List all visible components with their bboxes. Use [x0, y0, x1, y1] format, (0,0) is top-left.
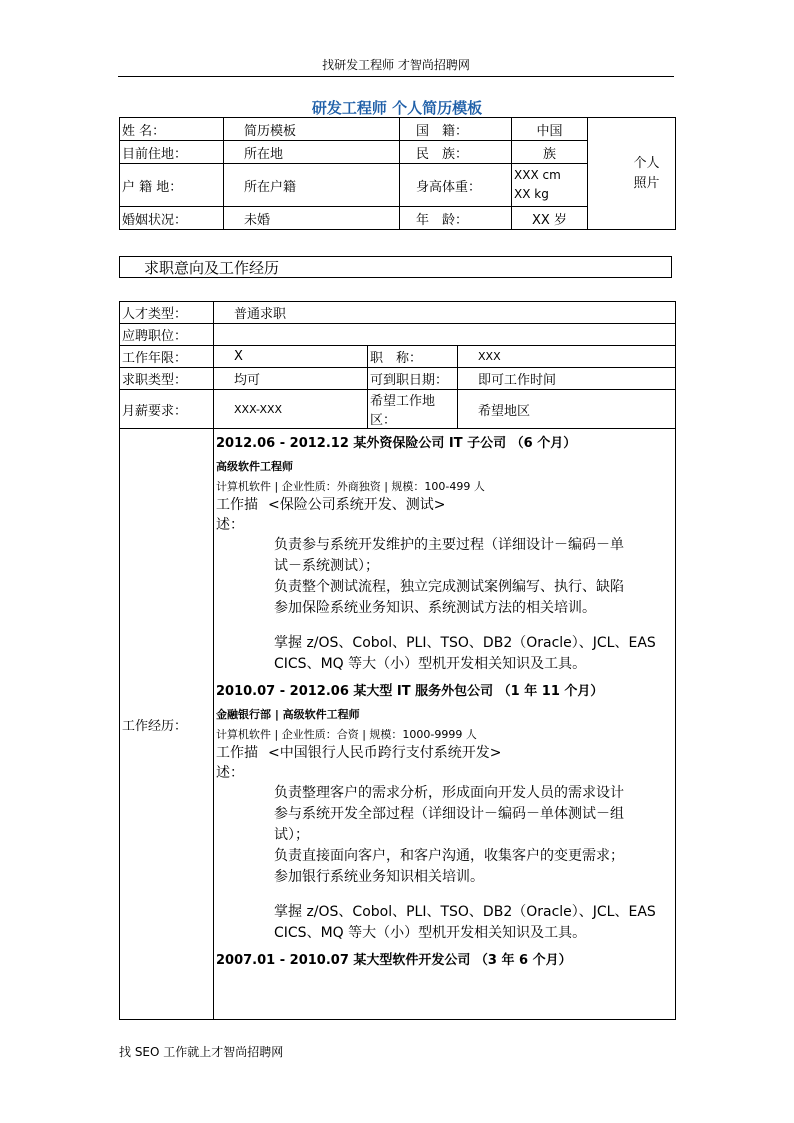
skill-line: 掌握 z/OS、Cobol、PLI、TSO、DB2（Oracle）、JCL、EAS [274, 904, 656, 920]
age-value: XX 岁 [512, 207, 588, 230]
duty-line: 负责参与系统开发维护的主要过程（详细设计－编码－单 [274, 537, 624, 553]
name-value: 简历模板 [224, 118, 400, 141]
age-label: 年 龄： [400, 207, 512, 230]
marital-value: 未婚 [224, 207, 400, 230]
hukou-value: 所在户籍 [224, 164, 400, 207]
duty-line: 试）； [274, 827, 309, 843]
name-label: 姓 名： [120, 118, 224, 141]
duty-line: 试－系统测试）； [274, 558, 379, 574]
skill-line: CICS、MQ 等大（小）型机开发相关知识及工具。 [274, 925, 587, 941]
height-weight-value [512, 164, 588, 207]
experience-entry [216, 435, 673, 675]
experience-content [216, 429, 673, 1019]
nationality-label: 国 籍： [400, 118, 512, 141]
years-label: 工作年限： [120, 346, 214, 368]
nationality-value: 中国 [512, 118, 588, 141]
job-description-title: 工作描 <中国银行人民币跨行支付系统开发> [216, 745, 502, 761]
height-value: XXX cm [514, 168, 561, 182]
experience-entry [216, 952, 673, 970]
weight-value: XX kg [514, 187, 549, 201]
experience-cell [214, 429, 676, 1020]
job-meta: 计算机软件 | 企业性质：外商独资 | 规模：100-499 人 [216, 480, 485, 493]
duty-line: 参与系统开发全部过程（详细设计－编码－单体测试－组 [274, 806, 624, 822]
job-period-company: 2007.01 - 2010.07 某大型软件开发公司 （3 年 6 个月） [216, 953, 572, 968]
ethnicity-label: 民 族： [400, 141, 512, 164]
years-value: X [214, 346, 368, 368]
residence-value: 所在地 [224, 141, 400, 164]
height-weight-label: 身高体重： [400, 164, 512, 207]
job-description-label-2: 述： [216, 517, 244, 533]
skill-line: CICS、MQ 等大（小）型机开发相关知识及工具。 [274, 656, 587, 672]
job-meta: 计算机软件 | 企业性质：合资 | 规模：1000-9999 人 [216, 728, 477, 741]
page-header: 找研发工程师 才智尚招聘网 [118, 56, 674, 77]
region-value: 希望地区 [458, 390, 676, 429]
job-period-company: 2012.06 - 2012.12 某外资保险公司 IT 子公司 （6 个月） [216, 436, 577, 451]
marital-label: 婚姻状况： [120, 207, 224, 230]
experience-entry [216, 683, 673, 944]
job-type-value: 均可 [214, 368, 368, 390]
talent-type-label: 人才类型： [120, 302, 214, 324]
photo-label-1: 个人 [633, 155, 660, 171]
section-heading: 求职意向及工作经历 [119, 256, 672, 278]
title-value: XXX [458, 346, 676, 368]
job-type-label: 求职类型： [120, 368, 214, 390]
position-label: 应聘职位： [120, 324, 214, 346]
page-title: 研发工程师 个人简历模板 [311, 99, 483, 117]
skill-line: 掌握 z/OS、Cobol、PLI、TSO、DB2（Oracle）、JCL、EAS [274, 635, 656, 651]
photo-label-2: 照片 [633, 175, 660, 191]
region-label: 希望工作地区： [368, 390, 458, 429]
available-value: 即可工作时间 [458, 368, 676, 390]
basic-info-table [119, 117, 676, 230]
available-label: 可到职日期： [368, 368, 458, 390]
salary-value: XXX-XXX [214, 390, 368, 429]
duty-line: 负责直接面向客户，和客户沟通，收集客户的变更需求； [274, 848, 624, 864]
title-label: 职 称： [368, 346, 458, 368]
duty-line: 负责整个测试流程，独立完成测试案例编写、执行、缺陷 [274, 579, 624, 595]
job-role: 高级软件工程师 [216, 460, 293, 473]
talent-type-value: 普通求职 [214, 302, 676, 324]
salary-label: 月薪要求： [120, 390, 214, 429]
duty-line: 参加保险系统业务知识、系统测试方法的相关培训。 [274, 600, 596, 616]
ethnicity-value: 族 [512, 141, 588, 164]
job-role: 金融银行部 | 高级软件工程师 [216, 708, 360, 721]
duty-line: 参加银行系统业务知识相关培训。 [274, 869, 484, 885]
job-description-title: 工作描 <保险公司系统开发、测试> [216, 497, 446, 513]
duty-line: 负责整理客户的需求分析，形成面向开发人员的需求设计 [274, 785, 624, 801]
position-value [214, 324, 676, 346]
job-intent-table [119, 301, 676, 1020]
job-period-company: 2010.07 - 2012.06 某大型 IT 服务外包公司 （1 年 11 个月） [216, 684, 604, 699]
page-footer: 找 SEO 工作就上才智尚招聘网 [119, 1045, 284, 1059]
hukou-label: 户 籍 地： [120, 164, 224, 207]
job-description-label-2: 述： [216, 765, 244, 781]
residence-label: 目前住地： [120, 141, 224, 164]
photo-box [588, 118, 676, 230]
experience-label: 工作经历： [120, 429, 214, 1020]
